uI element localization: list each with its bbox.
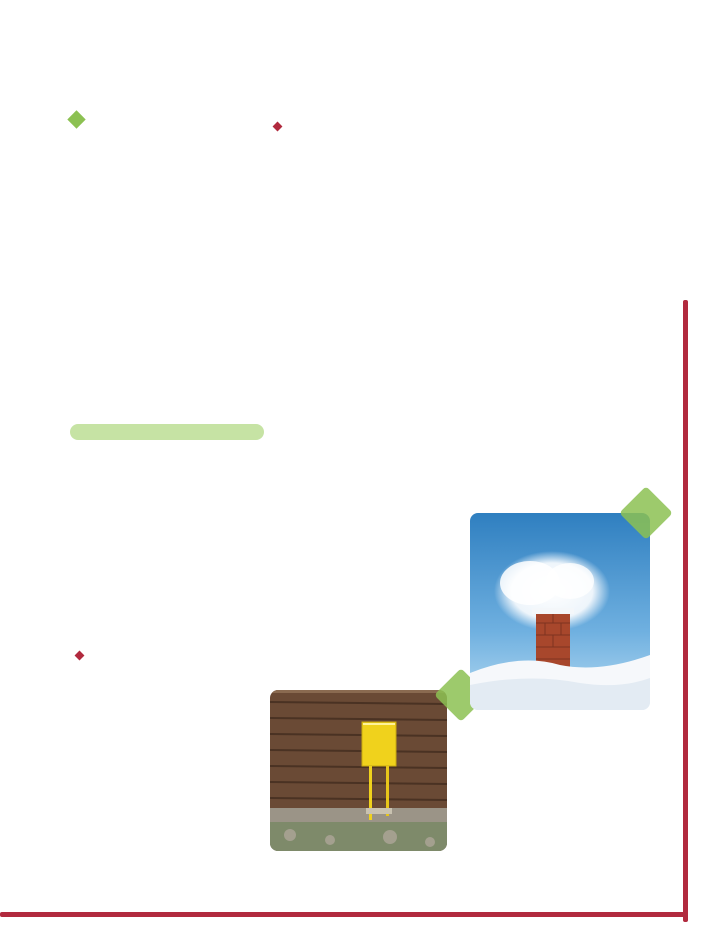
photo-chimney [470, 513, 650, 710]
bullet-program-oslonowy [70, 648, 250, 664]
frame-line-horizontal [0, 912, 688, 917]
column-1-bottom [70, 648, 250, 664]
gas-cabinet-image [270, 690, 447, 851]
frame-line-vertical [683, 300, 688, 922]
photo-gas-cabinet [270, 690, 447, 851]
column-2-top [270, 119, 454, 148]
bullet-diamond-icon [273, 122, 283, 132]
green-diamond-icon [67, 110, 85, 128]
highlight-box [70, 424, 264, 440]
bullet-tax-exemption [270, 119, 454, 135]
page-number [691, 44, 694, 59]
bullet-diamond-icon [75, 651, 85, 661]
section-heading [70, 113, 92, 127]
chimney-image [470, 513, 650, 710]
column-3-top [470, 119, 650, 145]
